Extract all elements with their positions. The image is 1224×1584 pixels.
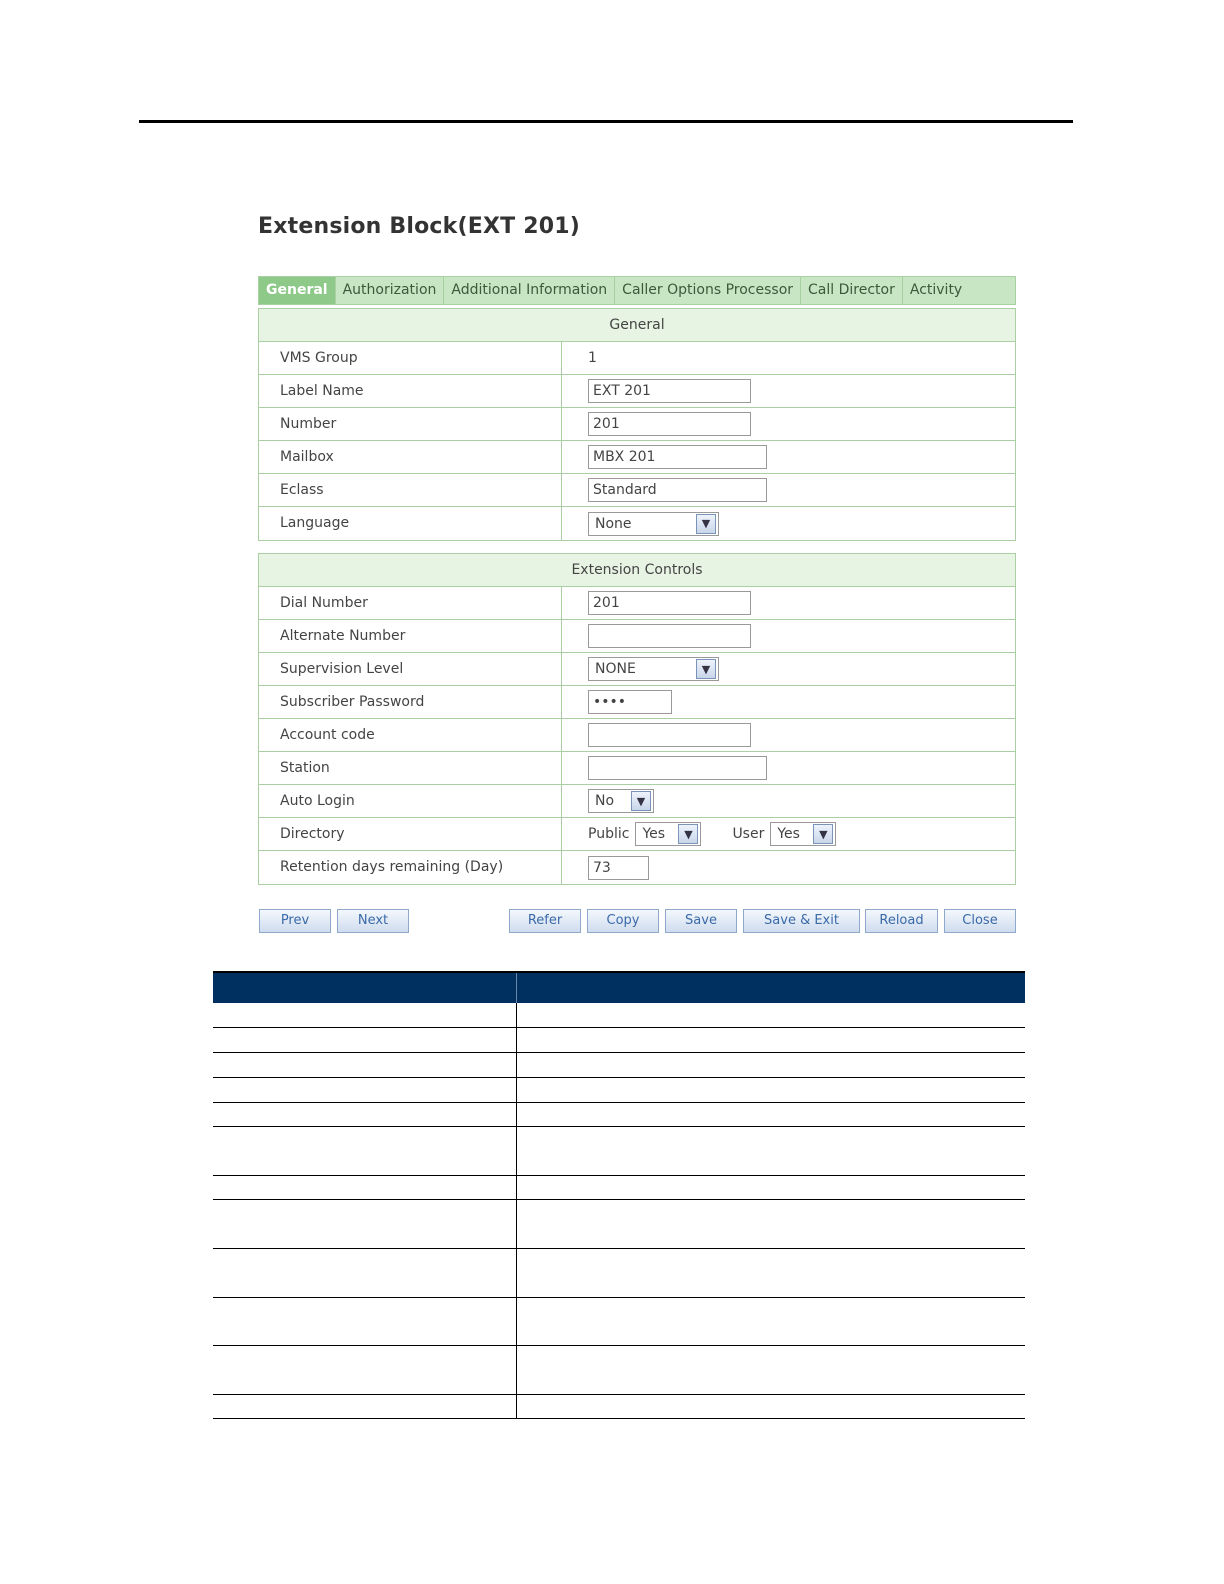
tab-authorization[interactable]: Authorization	[336, 277, 445, 304]
table-row	[213, 1298, 1025, 1346]
copy-button[interactable]: Copy	[587, 909, 659, 933]
tab-additional-information[interactable]: Additional Information	[444, 277, 615, 304]
table-row	[213, 1395, 1025, 1419]
page-top-rule	[139, 120, 1073, 123]
auto-login-select[interactable]	[588, 789, 654, 813]
language-row	[259, 507, 1015, 540]
number-label: Number	[259, 408, 562, 440]
general-panel	[258, 308, 1016, 541]
station-row	[259, 752, 1015, 785]
mailbox-input[interactable]: MBX 201	[588, 445, 767, 469]
subscriber-password-row	[259, 686, 1015, 719]
retention-row	[259, 851, 1015, 884]
dial-number-row	[259, 587, 1015, 620]
refer-button[interactable]: Refer	[509, 909, 581, 933]
tab-caller-options-processor[interactable]: Caller Options Processor	[615, 277, 801, 304]
station-label: Station	[259, 752, 562, 784]
subscriber-password-label: Subscriber Password	[259, 686, 562, 718]
label-name-label: Label Name	[259, 375, 562, 407]
tab-general[interactable]: General	[259, 277, 336, 304]
number-row	[259, 408, 1015, 441]
number-input[interactable]: 201	[588, 412, 751, 436]
description-table	[213, 971, 1025, 1419]
language-select-value: None	[595, 515, 632, 532]
auto-login-row	[259, 785, 1015, 818]
description-table-header	[213, 971, 1025, 1003]
eclass-input[interactable]: Standard	[588, 478, 767, 502]
auto-login-label: Auto Login	[259, 785, 562, 817]
general-panel-header: General	[259, 309, 1015, 342]
language-select[interactable]	[588, 512, 719, 536]
chevron-down-icon[interactable]: ▼	[631, 791, 651, 811]
subscriber-password-input[interactable]: ••••	[588, 690, 672, 714]
table-row	[213, 1176, 1025, 1200]
retention-input[interactable]: 73	[588, 856, 649, 880]
mailbox-label: Mailbox	[259, 441, 562, 473]
table-row	[213, 1053, 1025, 1078]
auto-login-value: No	[595, 793, 615, 809]
table-row	[213, 1346, 1025, 1395]
prev-button[interactable]: Prev	[259, 909, 331, 933]
supervision-level-value: NONE	[595, 661, 636, 677]
directory-public-value: Yes	[642, 826, 666, 842]
dial-number-label: Dial Number	[259, 587, 562, 619]
table-row	[213, 1078, 1025, 1103]
close-button[interactable]: Close	[944, 909, 1016, 933]
vms-group-row	[259, 342, 1015, 375]
label-name-input[interactable]: EXT 201	[588, 379, 751, 403]
label-name-row	[259, 375, 1015, 408]
extension-controls-panel	[258, 553, 1016, 885]
table-row	[213, 1127, 1025, 1176]
action-button-bar	[258, 909, 1016, 934]
alternate-number-input[interactable]	[588, 624, 751, 648]
save-exit-button[interactable]: Save & Exit	[743, 909, 860, 933]
vms-group-label: VMS Group	[259, 342, 562, 374]
eclass-label: Eclass	[259, 474, 562, 506]
alternate-number-label: Alternate Number	[259, 620, 562, 652]
table-row	[213, 1249, 1025, 1298]
directory-public-label: Public	[588, 826, 630, 842]
alternate-number-row	[259, 620, 1015, 653]
directory-public-select[interactable]	[635, 822, 701, 846]
supervision-level-row	[259, 653, 1015, 686]
chevron-down-icon[interactable]: ▼	[696, 659, 716, 679]
vms-group-value: 1	[588, 350, 597, 366]
chevron-down-icon[interactable]: ▼	[813, 824, 833, 844]
page-title: Extension Block(EXT 201)	[258, 214, 580, 239]
language-label: Language	[259, 507, 562, 540]
directory-user-select[interactable]	[770, 822, 836, 846]
chevron-down-icon[interactable]: ▼	[696, 514, 716, 534]
dial-number-input[interactable]: 201	[588, 591, 751, 615]
reload-button[interactable]: Reload	[865, 909, 938, 933]
table-row	[213, 1003, 1025, 1028]
directory-user-value: Yes	[777, 826, 800, 842]
supervision-level-select[interactable]	[588, 657, 719, 681]
mailbox-row	[259, 441, 1015, 474]
account-code-input[interactable]	[588, 723, 751, 747]
table-row	[213, 1200, 1025, 1249]
tab-bar	[258, 276, 1016, 305]
station-input[interactable]	[588, 756, 767, 780]
tab-call-director[interactable]: Call Director	[801, 277, 903, 304]
supervision-level-label: Supervision Level	[259, 653, 562, 685]
account-code-label: Account code	[259, 719, 562, 751]
directory-user-label: User	[732, 826, 765, 842]
extension-controls-header: Extension Controls	[259, 554, 1015, 587]
tab-activity[interactable]: Activity	[909, 282, 963, 298]
directory-label: Directory	[259, 818, 562, 850]
save-button[interactable]: Save	[665, 909, 737, 933]
table-row	[213, 1103, 1025, 1127]
retention-label: Retention days remaining (Day)	[259, 851, 562, 884]
table-row	[213, 1028, 1025, 1053]
account-code-row	[259, 719, 1015, 752]
next-button[interactable]: Next	[337, 909, 409, 933]
eclass-row	[259, 474, 1015, 507]
chevron-down-icon[interactable]: ▼	[678, 824, 698, 844]
directory-row	[259, 818, 1015, 851]
